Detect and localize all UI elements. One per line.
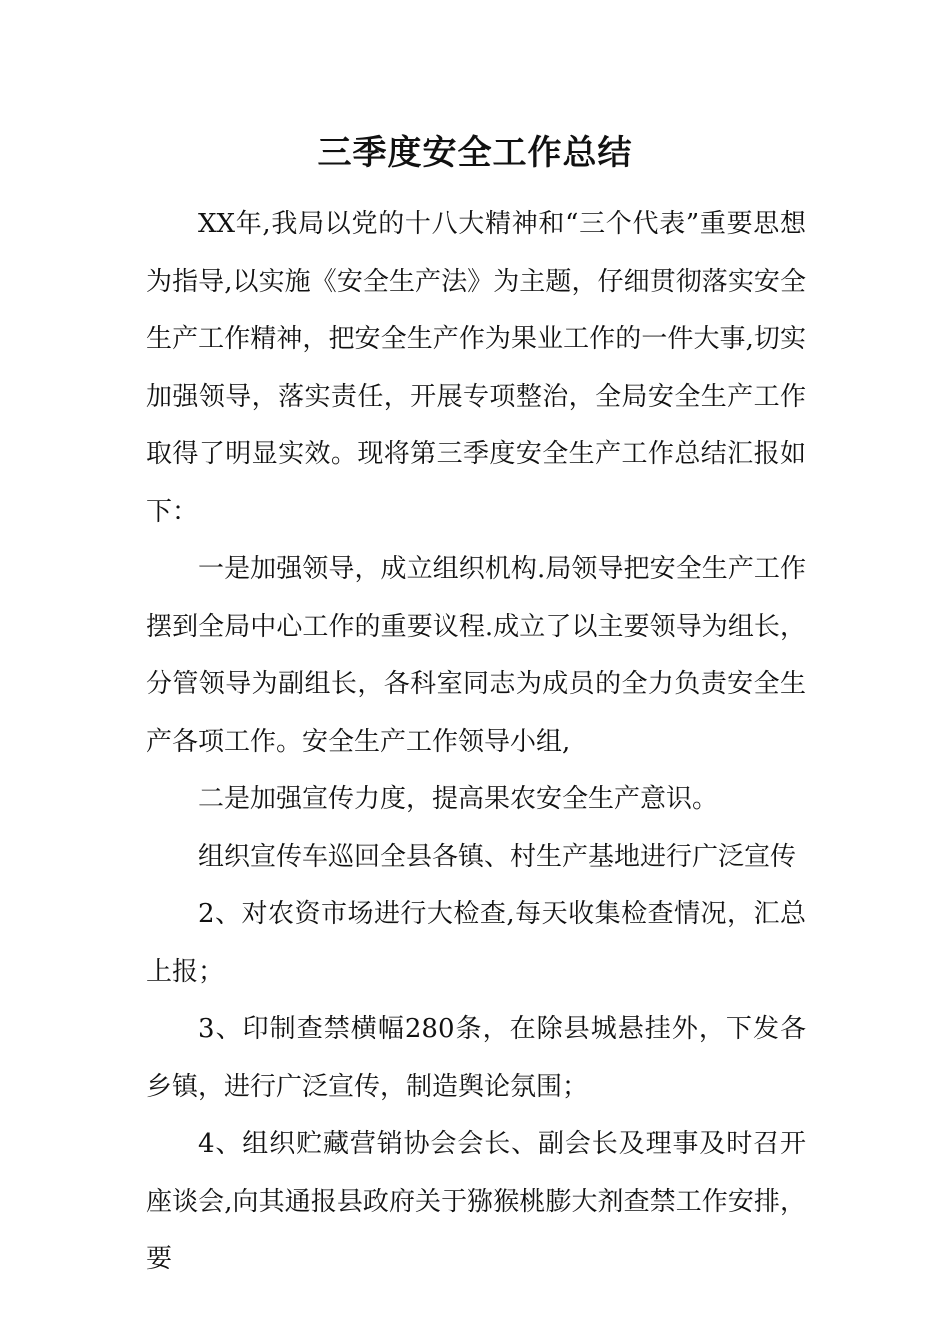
document-body: [146, 196, 806, 1289]
paragraph-publicity: 二是加强宣传力度，提高果农安全生产意识。: [198, 784, 719, 814]
paragraph-item-1: 组织宣传车巡回全县各镇、村生产基地进行广泛宣传: [198, 841, 797, 872]
paragraph-item-3: 3、印制查禁横幅280条，在除县城悬挂外，下发各乡镇，进行广泛宣传，制造舆论氛围；: [146, 1014, 806, 1102]
paragraph-leadership: 一是加强领导，成立组织机构.局领导把安全生产工作摆到全局中心工作的重要议程.成立了以主要领导为组长，分管领导为副组长，各科室同志为成员的全力负责安全生产各项工作。安全生产工作领导小组,: [146, 554, 806, 757]
paragraph-item-2: 2、对农资市场进行大检查,每天收集检查情况，汇总上报；: [146, 899, 806, 987]
document-title: 三季度安全工作总结: [317, 133, 633, 173]
paragraph-intro: XX年,我局以党的十八大精神和“三个代表”重要思想为指导,以实施《安全生产法》为主题，仔细贯彻落实安全生产工作精神，把安全生产作为果业工作的一件大事,切实加强领导，落实责任，开展专项整治，全局安全生产工作取得了明显实效。现将第三季度安全生产工作总结汇报如下：: [146, 209, 806, 527]
paragraph-item-4: 4、组织贮藏营销协会会长、副会长及理事及时召开座谈会,向其通报县政府关于猕猴桃膨大剂查禁工作安排，要: [146, 1129, 806, 1274]
